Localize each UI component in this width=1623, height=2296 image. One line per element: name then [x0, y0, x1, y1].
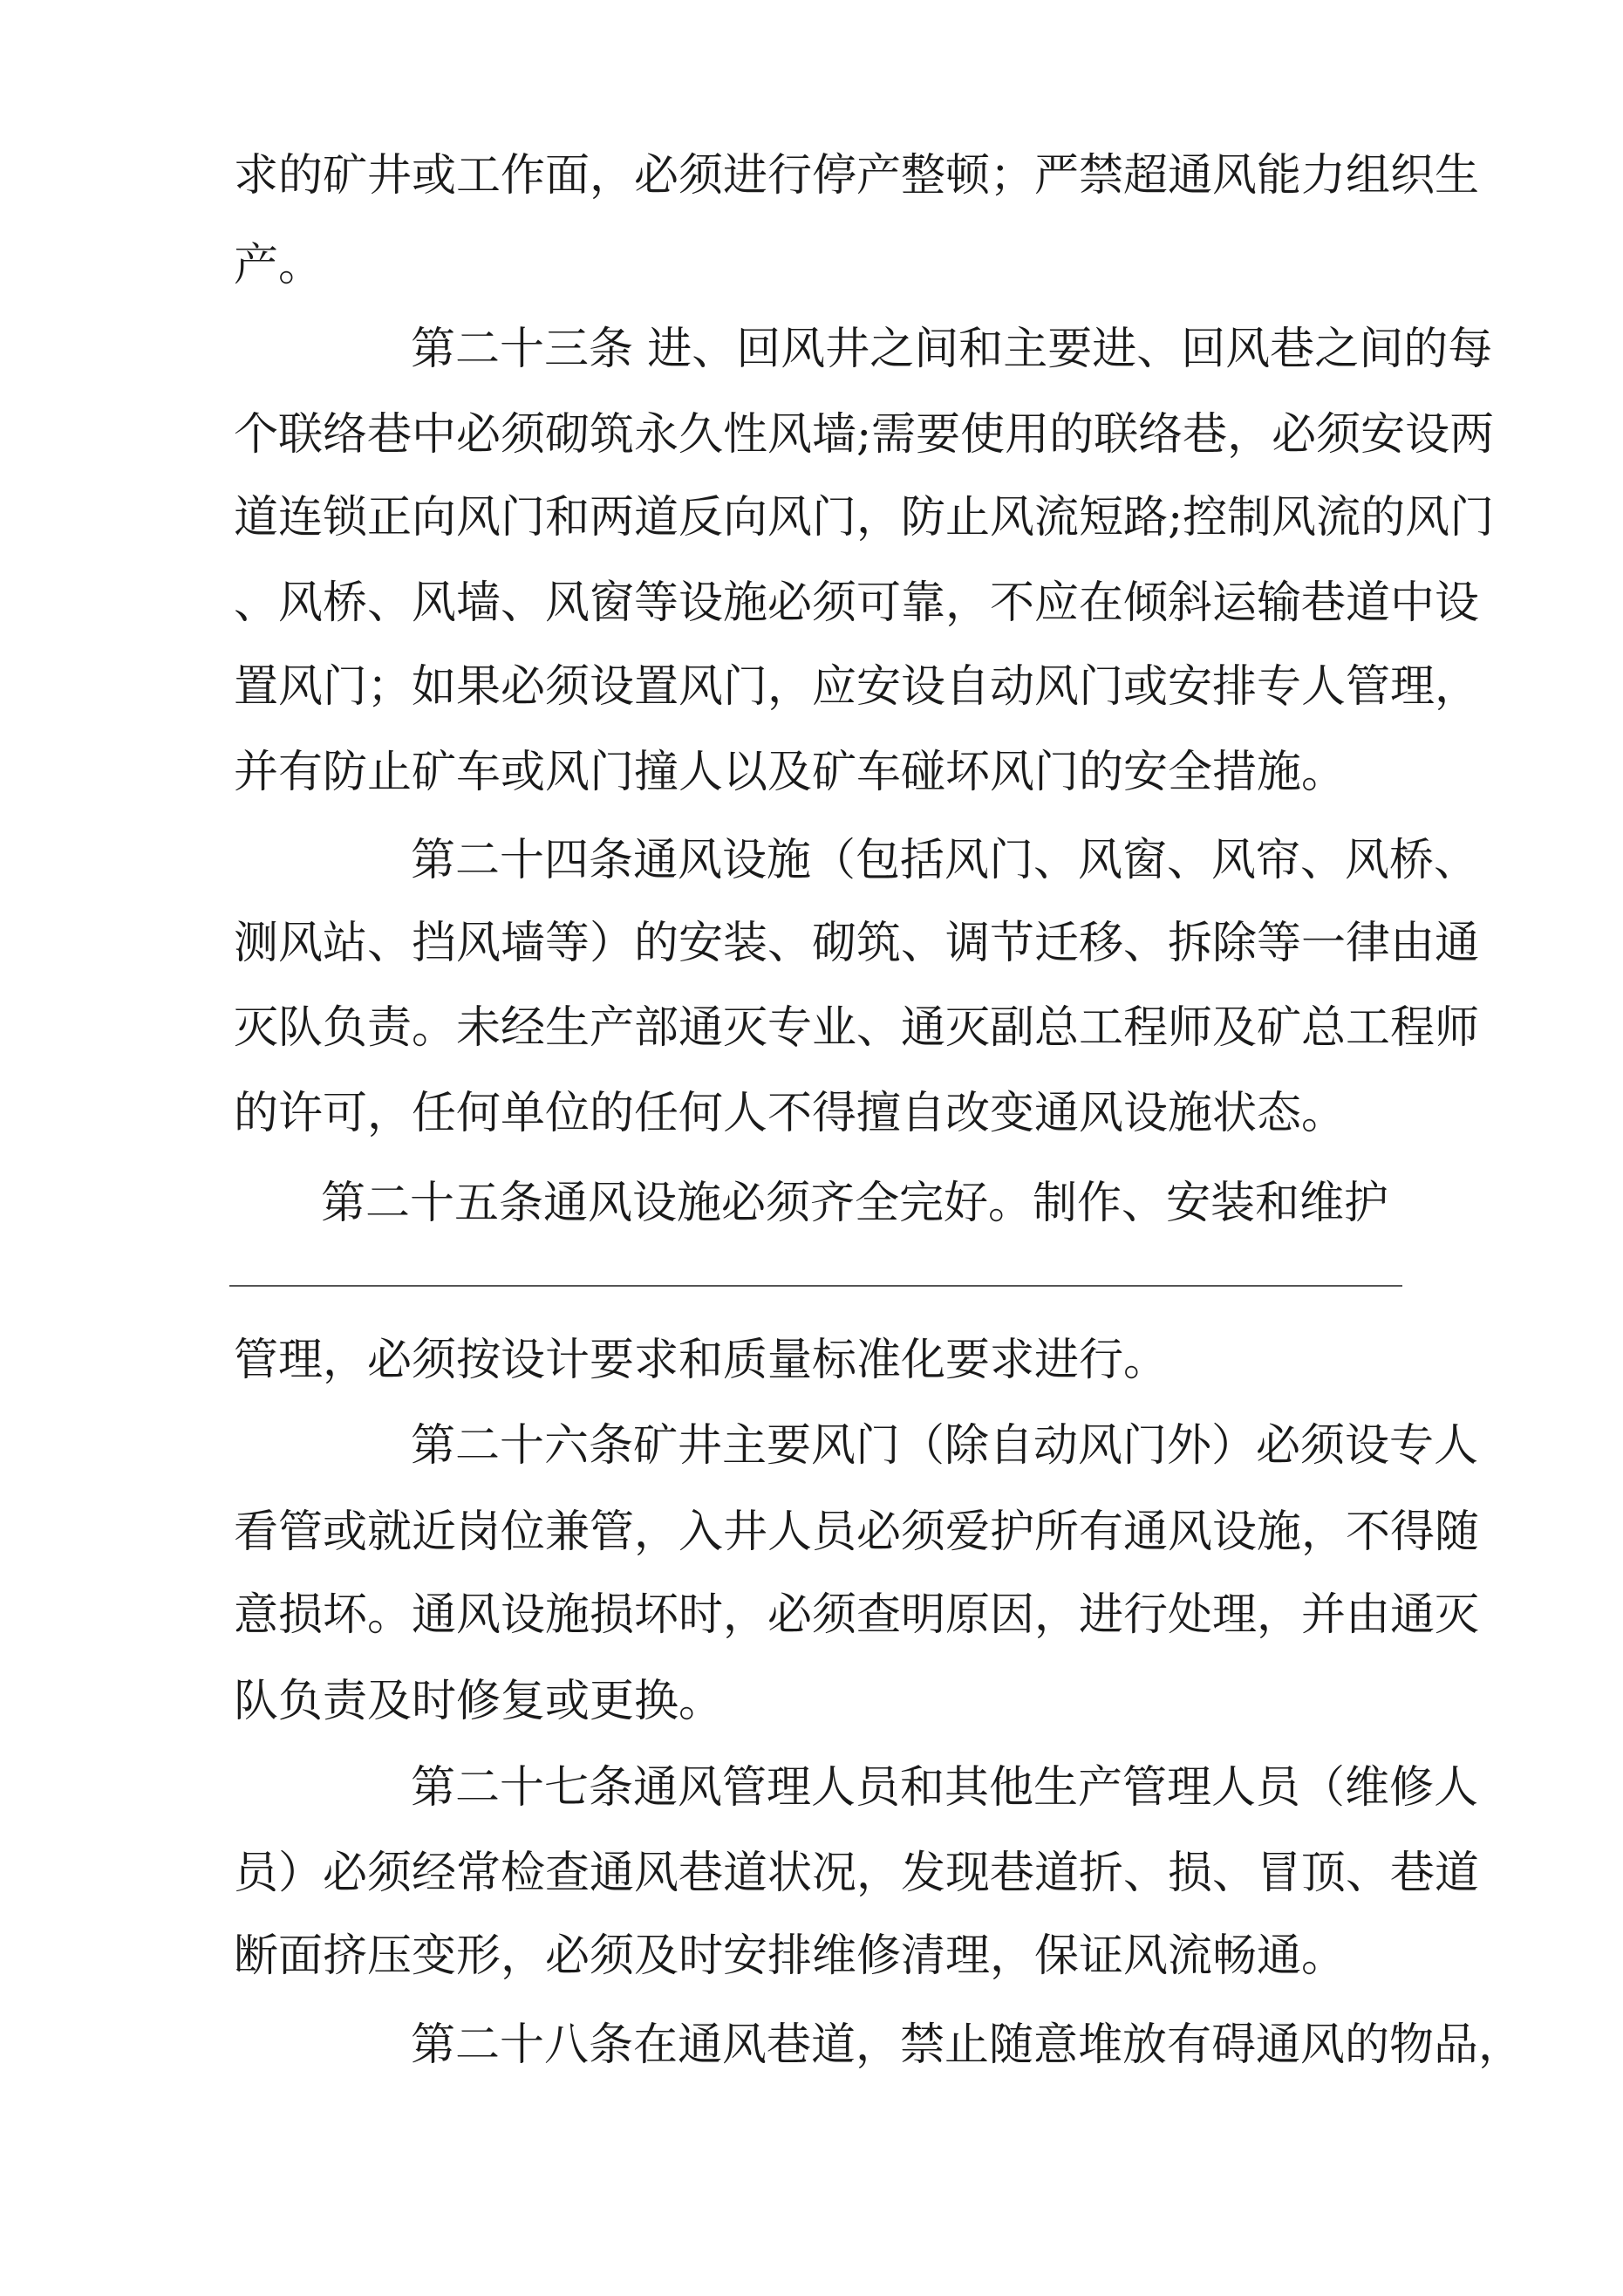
text-line: 道连锁正向风门和两道反向风门，防止风流短路;控制风流的风门 [234, 492, 1495, 543]
text-line: 置风门；如果必须设置风门，应安设自动风门或安排专人管理， [234, 661, 1480, 713]
page-break-divider [229, 1285, 1402, 1287]
article-24-heading-line: 第二十四条通风设施（包括风门、风窗、风帘、风桥、 [411, 835, 1479, 886]
article-28-heading-line: 第二十八条在通风巷道，禁止随意堆放有碍通风的物品， [411, 2019, 1524, 2071]
text-line: 测风站、挡风墙等）的安装、砌筑、调节迁移、拆除等一律由通 [234, 918, 1480, 969]
text-line: 管理，必须按设计要求和质量标准化要求进行。 [234, 1335, 1169, 1386]
article-27-heading-line: 第二十七条通风管理人员和其他生产管理人员（维修人 [411, 1762, 1479, 1814]
text-line: 、风桥、风墙、风窗等设施必须可靠，不应在倾斜运输巷道中设 [234, 577, 1480, 629]
text-line: 员）必须经常检查通风巷道状况，发现巷道折、损、冒顶、巷道 [234, 1848, 1480, 1899]
text-line: 个联络巷中必须砌筑永久性风墙;需要使用的联络巷，必须安设两 [234, 409, 1495, 461]
article-25-heading-line: 第二十五条通风设施必须齐全完好。制作、安装和维护 [321, 1178, 1389, 1229]
text-line: 的许可，任何单位的任何人不得擅自改变通风设施状态。 [234, 1088, 1347, 1139]
text-line: 灭队负责。未经生产部通灭专业、通灭副总工程师及矿总工程师 [234, 1002, 1480, 1054]
article-23-heading-line: 第二十三条 进、回风井之间和主要进、回风巷之间的每 [411, 324, 1493, 375]
text-line: 求的矿井或工作面，必须进行停产整顿；严禁超通风能力组织生 [234, 150, 1480, 202]
text-line: 看管或就近岗位兼管，入井人员必须爱护所有通风设施，不得随 [234, 1507, 1480, 1558]
text-line: 意损坏。通风设施损坏时，必须查明原因，进行处理，并由通灭 [234, 1589, 1480, 1641]
article-26-heading-line: 第二十六条矿井主要风门（除自动风门外）必须设专人 [411, 1420, 1479, 1472]
text-line: 并有防止矿车或风门撞人以及矿车碰坏风门的安全措施。 [234, 747, 1347, 798]
text-line: 断面挤压变形，必须及时安排维修清理，保证风流畅通。 [234, 1930, 1347, 1982]
text-line: 队负责及时修复或更换。 [234, 1676, 724, 1727]
text-line: 产。 [234, 240, 324, 291]
